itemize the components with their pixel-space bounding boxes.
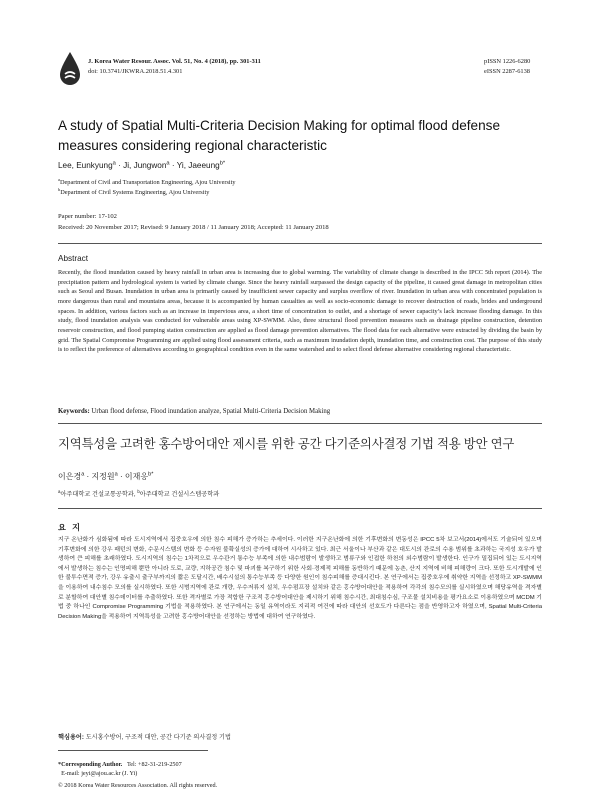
abstract-heading: Abstract [58,254,89,263]
affiliation-sup: a [58,488,61,494]
author-sup: a [81,471,85,478]
author-name: 이은경 [58,472,82,481]
corresponding-tel: Tel: +82-31-219-2507 [126,761,182,768]
keywords-label: 핵심용어: [58,734,84,741]
divider [58,423,542,424]
doi-link[interactable]: doi: 10.3741/JKWRA.2018.51.4.301 [88,68,183,75]
author-name: Yi, Jaeeung [176,161,220,170]
affiliation-text: 아주대학교 건설시스템공학과 [139,491,220,498]
author-name: 지정원 [91,472,115,481]
author-separator: · [118,161,121,170]
author-name: 이재응 [124,472,149,481]
eissn: eISSN 2287-6138 [484,68,530,75]
author-sup: b* [219,160,226,167]
journal-header [88,57,261,77]
author-separator: · [171,161,175,170]
korean-author-list [58,471,153,482]
author-sup: b* [148,471,154,478]
keywords-label: Keywords: [58,408,90,415]
divider [58,508,542,509]
keywords-text: Urban flood defense, Flood inundation analyze, Spatial Multi-Criteria Decision Making [91,408,331,415]
pissn: pISSN 1226-6280 [484,58,531,65]
affiliation [58,176,236,186]
issn-block [484,57,530,77]
korean-summary-text: 지구 온난화가 심화됨에 따라 도시지역에서 집중호우에 의한 침수 피해가 증가하는 추세이다. 이러한 지구온난화에 의한 기후변화의 변동성은 IPCC 5차 보고서(2014)에서도 기술되어 있으며 기후변화에 의한 강우 패턴의 변화, 수문시스템의 변화 등 수자원 불확실성의 증가에 대하여 시사하고 있다. 최근 서울이나 부산과 같은 대도시의 관로의 수용 범위를 초과하는 국지성 호우가 발생하여 큰 피해를 초래하였다. 도시지역의 침수는 1차적으로 우수관거 통수능 부족에 의한 내수범람이 발생하고 범류구와 인접한 하천의 외수범람이 발생한다. 인구가 밀집되어 있는 도시지역에서 발생하는 침수는 인명피해 뿐만 아니라 도로, 교량, 지하공간 침수 및 파괴를 복구하기 위한 사회·경제적 피해를 동반하기 때문에 농촌, 산지 지역에 비해 피해량이 크다. 또한 도시개발에 인한 불투수면적 증가, 강우 유출시 출구부까지의 짧은 도달시간, 배수시설의 통수능부족 등 다양한 원인이 침수피해를 증대시킨다. 본 연구에서는 집중호우에 취약한 지역을 선정하고 XP-SWMM을 이용하여 내수침수 모의를 실시하였다. 또한 시범지역에 관로 개량, 우수저류지 설치, 우수펌프장 설치와 같은 홍수방어대안을 적용하여 각각의 침수모의를 실시하였으며 해당유역을 격자별로 분할하여 대안별 침수데이터를 추출하였다. 또한 격자별로 가장 적합한 구조적 홍수방어대안을 제시하기 위해 침수시간, 최대침수심, 구조물 설치비용을 평가요소로 이용하였으며 MCDM 기법 중 하나인 Compromise Programming 기법을 적용하였다. 본 연구에서는 동일 유역이라도 지리적 여건에 따라 대안의 선호도가 다른다는 점을 반영하고자 하였으며, Spatial Multi-Criteria Decision Making을 적용하여 지역특성을 고려한 홍수방어대안을 선정하는 방법에 대하여 연구하였다. [58,537,542,620]
author-sup: a [112,160,116,167]
copyright: © 2018 Korea Water Resources Association. All rights reserved. [58,782,218,789]
affiliation-sup: b [58,186,61,192]
korean-affiliation [58,489,219,498]
affiliation-sup: b [137,488,140,494]
author-name: Lee, Eunkyung [58,161,113,170]
author-list [58,161,225,170]
divider [58,243,542,244]
correspondence [58,760,182,779]
journal-citation: J. Korea Water Resour. Assoc. Vol. 51, No. 4 (2018), pp. 301-311 [88,58,261,65]
korean-title: 지역특성을 고려한 홍수방어대안 제시를 위한 공간 다기준의사결정 기법 적용 방안 연구 [58,437,515,451]
footnote-divider [58,750,208,751]
corresponding-email[interactable]: E-mail: jeyi@ajou.ac.kr (J. Yi) [61,770,138,778]
korean-summary-heading: 요 지 [58,523,83,532]
affiliation-sup: a [58,176,60,182]
corresponding-label: *Corresponding Author. [58,761,123,768]
affiliation-text: 아주대학교 건설교통공학과, [60,491,136,498]
affiliation-text: Department of Civil Systems Engineering, Ajou University [60,189,210,196]
author-sup: a [114,471,118,478]
journal-logo-icon [57,50,83,86]
affiliation-text: Department of Civil and Transportation Engineering, Ajou University [59,179,236,186]
keywords [58,408,542,415]
paper-dates: Received: 20 November 2017; Revised: 9 January 2018 / 11 January 2018; Accepted: 11 January 2018 [58,224,329,231]
keywords-text: 도시홍수방어, 구조적 대안, 공간 다기준 의사결정 기법 [85,734,231,741]
korean-keywords [58,732,231,741]
author-separator: · [86,472,90,481]
affiliation [58,186,210,196]
abstract-text: Recently, the flood inundation caused by heavy rainfall in urban area is increasing due to global warming. The variability of climate change is described in the IPCC 5th report (2014). The precipitation pattern and hydrological system is varied by climate change. Since the heavy rainfall surpassed the design capacity of the pipeline, it caused great damage in metropolitan cities such as Seoul and Busan. Inundation in urban area is primarily caused by insufficient sewer capacity and surplus overflow of river. Inundation in urban area with concentrated population is more dangerous than rural and mountains areas, because it is accompanied by human casualties as well as socio-economic damage to recover destruction of roads, brides and underground spaces. In addition, various factors such as an increase in impervious area, a short time of concentration to outlet, and a shortage of sewer capacity’s lack increase flooding damage. In this study, flood inundation analysis was conducted for vulnerable areas using XP-SWMM. Also, three structural flood prevention measures such as drainage pipeline construction, detention reservoir construction, and flood pumping station construction are applied as flood damage prevention alternatives. The flood data for each alternative were extracted by dividing the basin by grid. The Spatial Compromise Programming are applied using flood assessment criteria, such as maximum inundation depth, inundation time, and construction cost. The purpose of this study is to reflect the preference of alternatives according to geographical condition even in the same watershed and to select flood defense alternative considering regional characteristic. [58,269,542,354]
paper-title: A study of Spatial Multi-Criteria Decision Making for optimal flood defense measures considering regional characteristic [58,118,501,153]
author-name: Ji, Jungwon [123,161,167,170]
author-separator: · [120,472,123,481]
paper-number: Paper number: 17-102 [58,213,117,220]
author-sup: a [166,160,170,167]
